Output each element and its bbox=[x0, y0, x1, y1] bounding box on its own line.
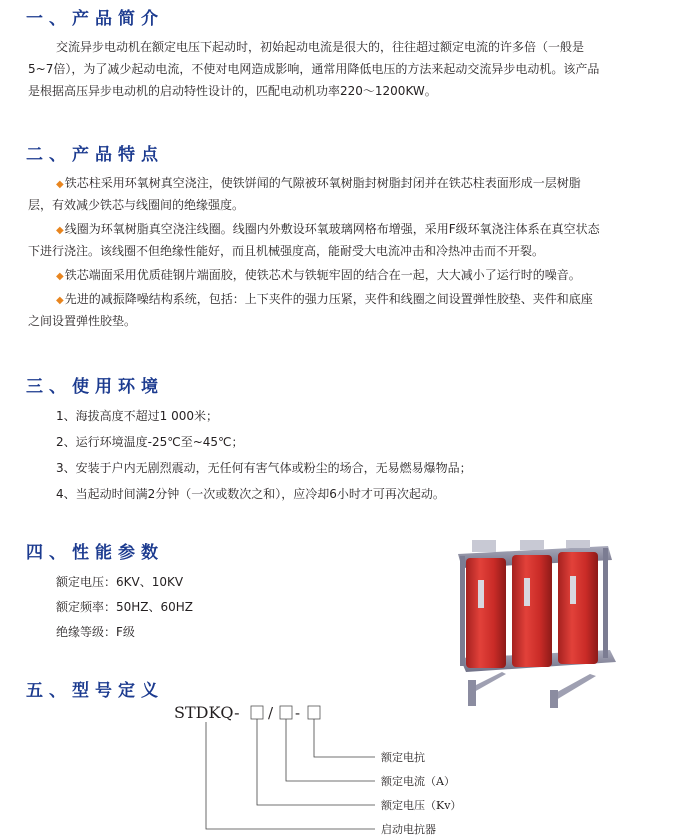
section-heading-features: 二、产品特点 bbox=[26, 145, 164, 165]
performance-item-voltage: 额定电压：6KV、10KV bbox=[56, 575, 184, 589]
model-separator-slash: / bbox=[268, 704, 274, 722]
diamond-bullet-icon: ◆ bbox=[56, 271, 64, 282]
intro-line-2: 5~7倍），为了减少起动电流，不使对电网造成影响，通常用降低电压的方法来起动交流异步电动机。该产品 bbox=[28, 62, 600, 76]
feature-line-1 bbox=[56, 172, 581, 196]
section-heading-environment: 三、使用环境 bbox=[26, 377, 164, 397]
model-label-current: 额定电流（A） bbox=[381, 775, 455, 788]
intro-line-3: 是根据高压异步电动机的启动特性设计的，匹配电动机功率220～1200KW。 bbox=[28, 84, 437, 98]
section-heading-performance: 四、性能参数 bbox=[26, 543, 164, 563]
feature-text: 线圈为环氧树脂真空浇注线圈。线圈内外敷设环氧玻璃网格布增强，采用F级环氧浇注体系在真空状态 bbox=[64, 222, 600, 236]
feature-text: 先进的减振降噪结构系统，包括：上下夹件的强力压紧，夹件和线圈之间设置弹性胶垫、夹件和底座 bbox=[64, 292, 593, 306]
model-separator-dash: - bbox=[295, 704, 301, 722]
model-label-starter: 启动电抗器 bbox=[381, 823, 436, 836]
reactor-product-image bbox=[440, 540, 640, 710]
feature-text: 铁芯端面采用优质硅钢片端面胶，使铁芯术与铁轭牢固的结合在一起，大大减小了运行时的噪音。 bbox=[64, 268, 581, 282]
model-box-voltage bbox=[251, 706, 263, 719]
diamond-bullet-icon: ◆ bbox=[56, 225, 64, 236]
diamond-bullet-icon: ◆ bbox=[56, 295, 64, 306]
environment-item-2: 2、运行环境温度-25℃至~45℃； bbox=[56, 435, 244, 449]
feature-line-6 bbox=[56, 288, 593, 312]
model-box-reactance bbox=[308, 706, 320, 719]
performance-item-insulation: 绝缘等级：F级 bbox=[56, 625, 135, 639]
feature-line-3 bbox=[56, 218, 600, 242]
feature-text: 铁芯柱采用环氧树真空浇注，使铁饼闻的气隙被环氧树脂封树脂封闭并在铁芯柱表面形成一层树脂 bbox=[64, 176, 581, 190]
environment-item-3: 3、安装于户内无剧烈震动，无任何有害气体或粉尘的场合，无易燃易爆物品； bbox=[56, 461, 472, 475]
model-box-current bbox=[280, 706, 292, 719]
feature-line-7: 之间设置弹性胶垫。 bbox=[28, 314, 137, 328]
diamond-bullet-icon: ◆ bbox=[56, 179, 64, 190]
feature-line-2: 层，有效减少铁芯与线圈间的绝缘强度。 bbox=[28, 198, 245, 212]
model-label-reactance: 额定电抗 bbox=[381, 751, 425, 764]
model-label-voltage: 额定电压（Kv） bbox=[381, 799, 462, 812]
model-designation-diagram bbox=[170, 695, 470, 840]
performance-item-frequency: 额定频率：50HZ、60HZ bbox=[56, 600, 194, 614]
section-heading-model: 五、型号定义 bbox=[26, 681, 164, 701]
intro-line-1: 交流异步电动机在额定电压下起动时，初始起动电流是很大的，往往超过额定电流的许多倍（一般是 bbox=[56, 40, 585, 54]
section-heading-intro: 一、产品简介 bbox=[26, 9, 164, 29]
feature-line-5 bbox=[56, 264, 581, 288]
environment-item-1: 1、海拔高度不超过1 000米； bbox=[56, 409, 218, 423]
environment-item-4: 4、当起动时间满2分钟（一次或数次之和），应冷却6小时才可再次起动。 bbox=[56, 487, 445, 501]
model-code-prefix: STDKQ- bbox=[174, 703, 240, 722]
feature-line-4: 下进行浇注。该线圈不但绝缘性能好，而且机械强度高，能耐受大电流冲击和冷热冲击而不开裂。 bbox=[28, 244, 545, 258]
